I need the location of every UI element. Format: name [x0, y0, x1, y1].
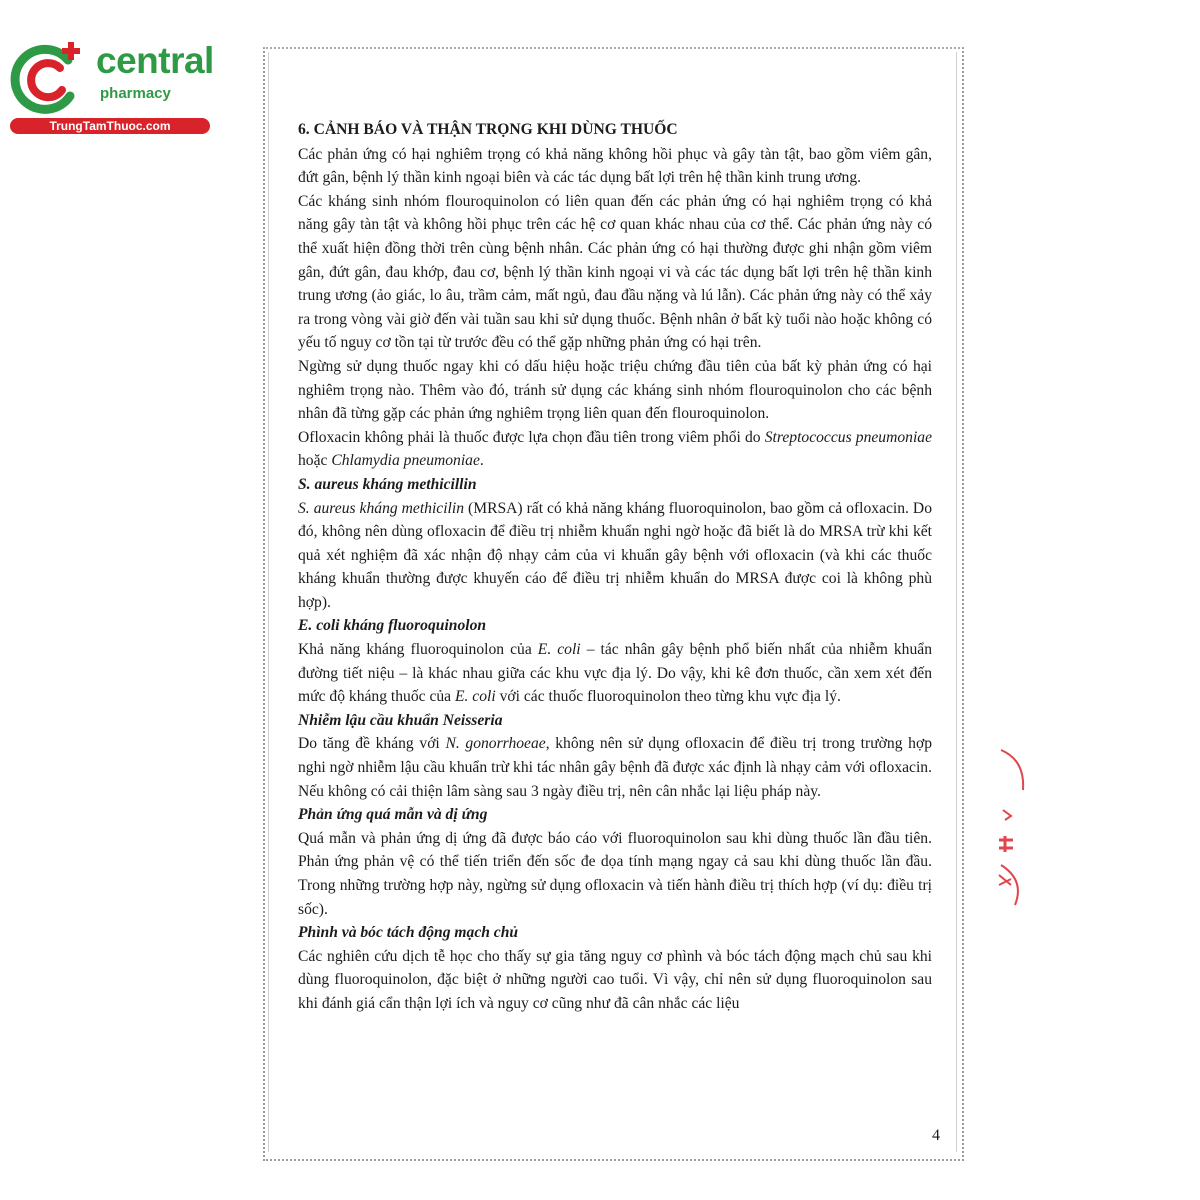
text-run: hoặc — [298, 452, 332, 470]
paragraph: Các nghiên cứu dịch tễ học cho thấy sự gia tăng nguy cơ phình và bóc tách động mạch chủ sau khi dùng fluoroquinolon, đặc biệt ở những người cao tuổi. Vì vậy, chỉ nên sử dụng fluoroquinolon sau khi đánh giá cẩn thận lợi ích và nguy cơ cũng như đã cân nhắc các liệu — [298, 947, 932, 1012]
text-run: (MRSA) rất có khả năng kháng fluoroquinolon, bao gồm cả ofloxacin. Do đó, không nên dùng ofloxacin để điều trị nhiễm khuẩn nghi ngờ hoặc đã biết là do MRSA trừ khi kết quả xét nghiệm đã xác nhận độ nhạy cảm của vi khuẩn gây bệnh với ofloxacin (và khi các thuốc kháng khuẩn thường được khuyến cáo để điều trị nhiễm khuẩn do MRSA được coi là không phù hợp). — [298, 499, 932, 611]
text-run: Do tăng đề kháng với — [298, 735, 446, 753]
subheading-allergy: Phản ứng quá mẫn và dị ứng — [298, 806, 488, 824]
text-run: – tác nhân gây bệnh phổ biến nhất của nhiễm khuẩn đường tiết niệu – là khác nhau giữa các khu vực địa lý. Do vậy, khi kê đơn thuốc, cần xem xét đến mức độ kháng thuốc của — [298, 641, 932, 706]
paragraph — [298, 638, 932, 709]
italic-term: E. coli — [537, 641, 581, 659]
italic-term: Streptococcus pneumoniae — [764, 428, 932, 446]
page-number: 4 — [932, 1127, 940, 1144]
subheading-ecoli: E. coli kháng fluoroquinolon — [298, 617, 487, 635]
stamp-fragment-icon — [995, 740, 1035, 910]
paragraph — [298, 497, 932, 615]
paragraph: Quá mẫn và phản ứng dị ứng đã được báo cáo với fluoroquinolon sau khi dùng thuốc lần đầu tiên. Phản ứng phản vệ có thể tiến triển đến sốc đe dọa tính mạng ngay cả sau khi dùng thuốc lần đầu. Trong những trường hợp này, ngừng sử dụng ofloxacin và tiến hành điều trị thích hợp (ví dụ: điều trị sốc). — [298, 829, 932, 918]
document-body — [298, 118, 932, 1016]
central-pharmacy-logo-mark-icon — [10, 38, 90, 118]
text-run: với các thuốc fluoroquinolon theo từng khu vực địa lý. — [495, 688, 841, 706]
text-run: Khả năng kháng fluoroquinolon của — [298, 641, 538, 659]
text-run: Ofloxacin không phải là thuốc được lựa chọn đầu tiên trong viêm phổi do — [298, 428, 765, 446]
italic-term: Chlamydia pneumoniae — [331, 452, 480, 470]
pharmacy-logo[interactable] — [10, 36, 215, 136]
logo-website: TrungTamThuoc.com — [10, 118, 210, 134]
italic-term: E. coli — [454, 688, 496, 706]
text-run: , không nên sử dụng ofloxacin để điều trị trong trường hợp nghi ngờ nhiễm lậu cầu khuẩn trừ khi tác nhân gây bệnh đã được xác định là nhạy cảm với ofloxacin. Nếu không có cải thiện lâm sàng sau 3 ngày điều trị, nên cân nhắc lại liệu pháp này. — [298, 735, 932, 800]
paragraph — [298, 732, 932, 803]
subheading-neisseria: Nhiễm lậu cầu khuẩn Neisseria — [298, 711, 503, 729]
paragraph: Ngừng sử dụng thuốc ngay khi có dấu hiệu hoặc triệu chứng đầu tiên của bất kỳ phản ứng có hại nghiêm trọng nào. Thêm vào đó, tránh sử dụng các kháng sinh nhóm flouroquinolon cho các bệnh nhân đã từng gặp các phản ứng nghiêm trọng liên quan đến flouroquinolon. — [298, 357, 932, 423]
italic-term: S. aureus kháng methicilin — [298, 499, 465, 517]
subheading-mrsa: S. aureus kháng methicillin — [298, 475, 477, 493]
subheading-aorta: Phình và bóc tách động mạch chủ — [298, 924, 519, 942]
italic-term: N. gonorrhoeae — [445, 735, 546, 753]
paragraph: Các phản ứng có hại nghiêm trọng có khả năng không hồi phục và gây tàn tật, bao gồm viêm gân, đứt gân, bệnh lý thần kinh ngoại biên và các tác dụng bất lợi trên hệ thần kinh trung ương. — [298, 145, 932, 187]
text-run: . — [479, 452, 484, 470]
paragraph — [298, 426, 932, 473]
logo-name: central — [96, 40, 214, 81]
logo-subtitle: pharmacy — [100, 85, 171, 102]
paragraph: Các kháng sinh nhóm flouroquinolon có liên quan đến các phản ứng có hại nghiêm trọng có khả năng gây tàn tật và không hồi phục trên các hệ cơ quan khác nhau của cơ thể. Các phản ứng này có thể xuất hiện đồng thời trên cùng bệnh nhân. Các phản ứng có hại thường được ghi nhận gồm viêm gân, đứt gân, đau khớp, đau cơ, bệnh lý thần kinh ngoại vi và các tác dụng bất lợi trên hệ thần kinh trung ương (ảo giác, lo âu, trầm cảm, mất ngủ, đau đầu nặng và lú lẫn). Các phản ứng này có thể xảy ra trong vòng vài giờ đến vài tuần sau khi sử dụng thuốc. Bệnh nhân ở bất kỳ tuổi nào hoặc không có yếu tố nguy cơ tồn tại từ trước đều có thể gặp những phản ứng có hại trên. — [298, 192, 932, 352]
section-heading: 6. CẢNH BÁO VÀ THẬN TRỌNG KHI DÙNG THUỐC — [298, 121, 678, 138]
